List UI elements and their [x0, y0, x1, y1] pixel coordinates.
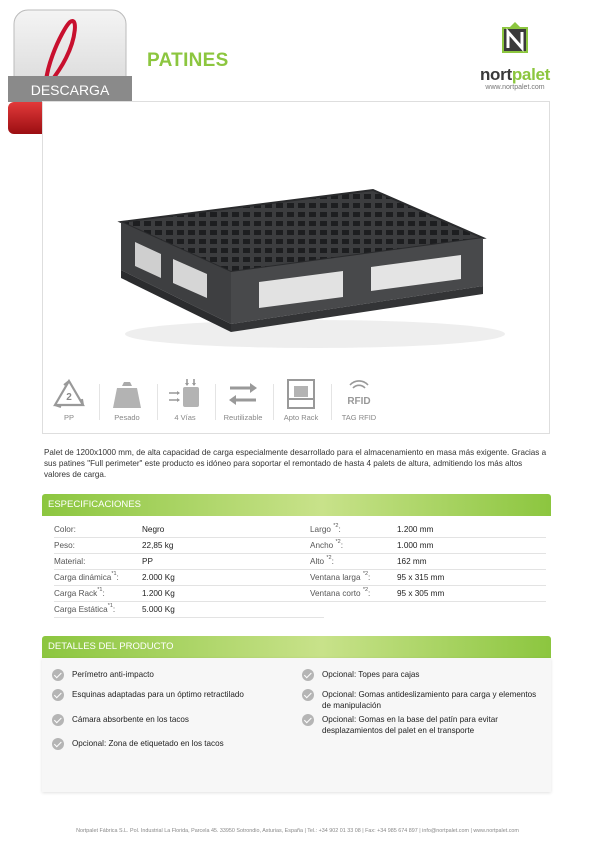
feature-label-tag-rfid: TAG RFID	[341, 413, 377, 422]
feature-apto-rack	[274, 378, 328, 422]
check-icon	[302, 689, 314, 701]
product-description: Palet de 1200x1000 mm, de alta capacidad de carga especialmente desarrollado para el almacenamiento en masa más exigente. Gracias a sus patines "Full perimeter" este producto es idóneo para soportar el remontado de hasta 4 palets de altura, admitiendo los más altos valores de carga.	[44, 448, 547, 479]
weight-icon	[110, 378, 144, 410]
check-icon	[52, 714, 64, 726]
spec-label: Ancho $^{*2}$:	[310, 539, 343, 550]
spec-row	[54, 602, 324, 618]
feature-label-apto-rack: Apto Rack	[283, 413, 319, 422]
spec-label: Color:	[54, 525, 76, 534]
spec-label: Ventana larga $^{*2}$:	[310, 571, 371, 582]
logo-url[interactable]: www.nortpalet.com	[485, 84, 545, 91]
spec-value: 2.000 Kg	[142, 573, 175, 582]
four-way-entry-icon	[168, 378, 202, 410]
reusable-arrows-icon	[226, 378, 260, 410]
feature-icons-row	[42, 378, 382, 428]
logo-mark-icon	[500, 22, 530, 58]
check-icon	[52, 689, 64, 701]
feature-4-vias	[158, 378, 212, 422]
spec-value: 162 mm	[397, 557, 427, 566]
spec-label: Ventana corto $^{*2}$:	[310, 587, 371, 598]
check-icon	[52, 669, 64, 681]
spec-row	[54, 570, 324, 586]
check-icon	[302, 669, 314, 681]
recycle-pp-icon	[52, 378, 86, 410]
page-title: PATINES	[147, 50, 229, 71]
logo-word-dark: nort	[479, 65, 512, 84]
check-icon	[52, 738, 64, 750]
rfid-code: RFID	[347, 396, 371, 407]
feature-label-4-vias: 4 Vías	[174, 413, 196, 422]
spec-row	[298, 522, 546, 538]
feature-label-pp: PP	[63, 413, 74, 422]
nortpalet-logo[interactable]	[470, 22, 560, 92]
spec-value: 95 x 315 mm	[397, 573, 445, 582]
check-icon	[302, 714, 314, 726]
spec-value: 1.200 Kg	[142, 589, 175, 598]
feature-label-pesado: Pesado	[114, 413, 140, 422]
spec-row	[54, 522, 324, 538]
pallet-image	[43, 102, 549, 372]
specifications-table	[42, 516, 551, 626]
spec-value: PP	[142, 557, 153, 566]
spec-label: Carga dinámica$^{*1}$:	[54, 571, 119, 582]
feature-pp	[42, 378, 96, 422]
spec-value: 5.000 Kg	[142, 605, 175, 614]
spec-value: 22,85 kg	[142, 541, 174, 550]
spec-value: 1.000 mm	[397, 541, 434, 550]
spec-value: 1.200 mm	[397, 525, 434, 534]
spec-label: Largo $^{*2}$:	[310, 523, 341, 534]
spec-label: Carga Estática$^{*1}$:	[54, 603, 116, 614]
spec-row	[54, 586, 324, 602]
spec-row	[54, 554, 324, 570]
spec-row	[298, 538, 546, 554]
rfid-tag-icon	[342, 378, 376, 410]
feature-label-reutilizable: Reutilizable	[223, 413, 263, 422]
product-details-header: DETALLES DEL PRODUCTO	[42, 636, 551, 658]
spec-label: Peso:	[54, 541, 75, 550]
footer-contact: Nortpalet Fábrica S.L. Pol. Industrial La Florida, Parcela 45. 33950 Sotrondio, Asturias, España | Tel.: +34 902 01 33 08 | Fax: +34 985 674 897 | info@nortpalet.com | www.nortpalet.com	[76, 828, 519, 834]
feature-pesado	[100, 378, 154, 422]
spec-label: Material:	[54, 557, 86, 566]
feature-reutilizable	[216, 378, 270, 422]
rack-icon	[284, 378, 318, 410]
spec-label: Carga Rack$^{*1}$:	[54, 587, 105, 598]
spec-row	[298, 586, 546, 602]
logo-wordmark	[470, 65, 560, 85]
spec-value: Negro	[142, 525, 165, 534]
feature-tag-rfid	[332, 378, 386, 422]
spec-value: 95 x 305 mm	[397, 589, 445, 598]
product-details-panel: Perímetro anti-impacto Esquinas adaptadas para un óptimo retractilado Cámara absorbente en los tacos Opcional: Zona de etiquetado en los tacos Opcional: Topes para cajas Opcional: Gomas antideslizamiento para carga y elementos de manipulación Opcional: Gomas en la base del patín para evitar desplazamientos del palet en el transporte	[42, 658, 551, 792]
spec-row	[298, 570, 546, 586]
specifications-header: ESPECIFICACIONES	[42, 494, 551, 516]
spec-label: Alto $^{*2}$:	[310, 555, 334, 566]
recycle-code: 2	[66, 392, 72, 403]
logo-word-green: palet	[511, 65, 551, 84]
spec-row	[54, 538, 324, 554]
spec-row	[298, 554, 546, 570]
badge-top-label: DESCARGA	[30, 82, 110, 98]
